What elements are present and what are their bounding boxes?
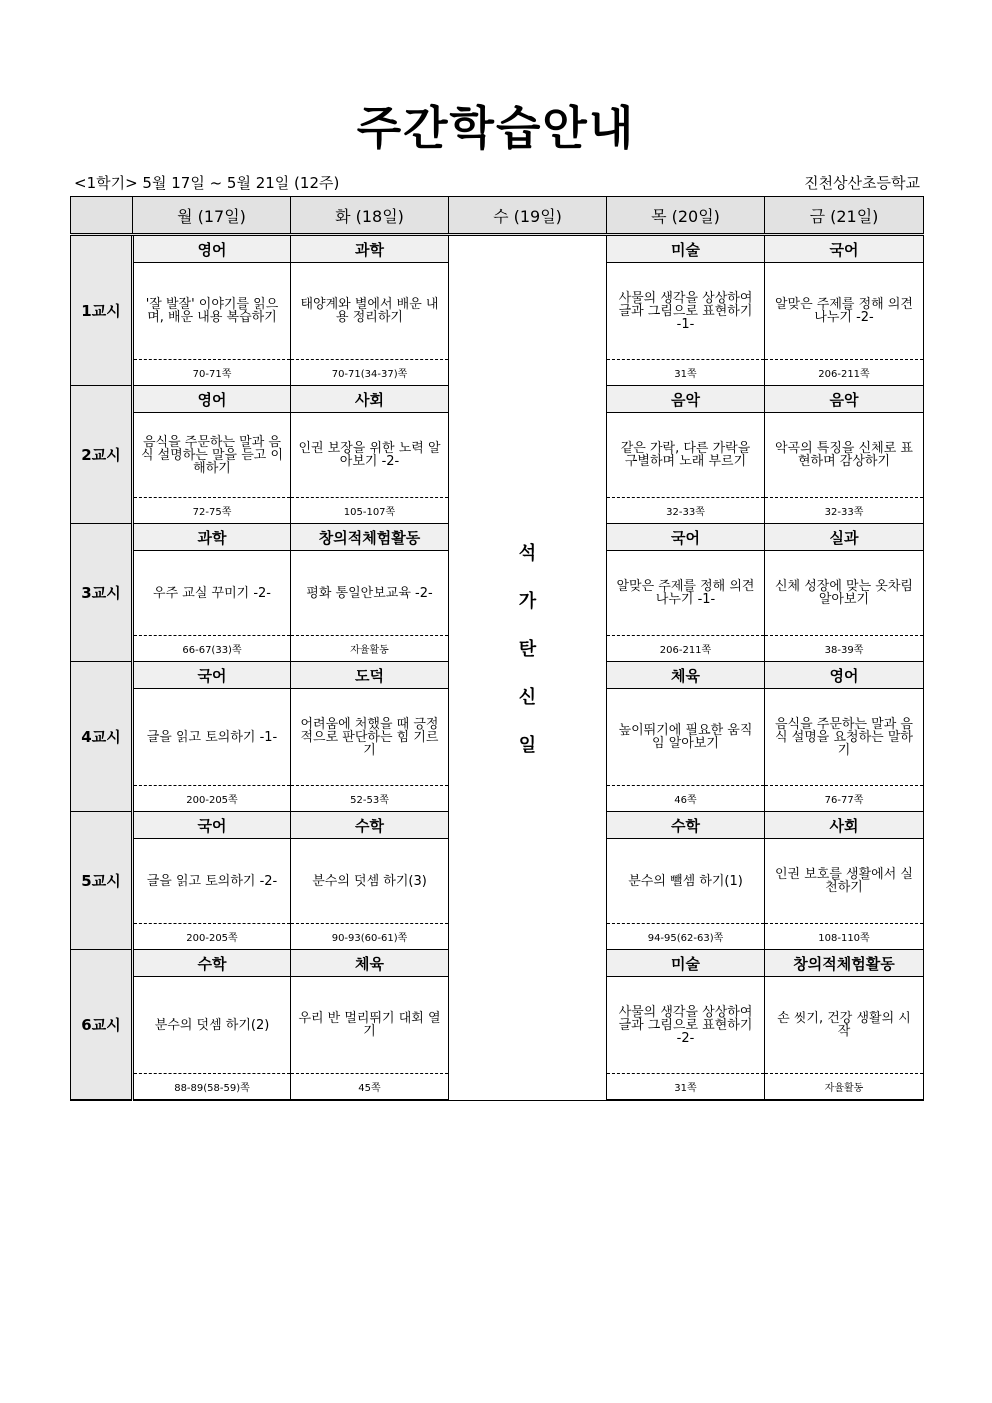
- school-name: 진천상산초등학교: [804, 174, 920, 192]
- textbook-pages-fri: 자율활동: [765, 1074, 924, 1101]
- textbook-pages-tue: 105-107쪽: [291, 498, 449, 524]
- textbook-pages-mon: 66-67(33)쪽: [133, 636, 291, 662]
- subject-mon: 영어: [133, 386, 291, 413]
- textbook-pages-fri: 76-77쪽: [765, 786, 924, 812]
- holiday-char: 신: [518, 686, 537, 708]
- holiday-char: 석: [518, 542, 537, 564]
- period-label: 1교시: [71, 235, 133, 386]
- textbook-pages-tue: 90-93(60-61)쪽: [291, 924, 449, 950]
- textbook-pages-mon: 88-89(58-59)쪽: [133, 1074, 291, 1101]
- day-header-thu: 목 (20일): [607, 197, 765, 235]
- textbook-pages-thu: 31쪽: [607, 1074, 765, 1101]
- period-label: 4교시: [71, 662, 133, 812]
- textbook-pages-fri: 206-211쪽: [765, 360, 924, 386]
- subject-tue: 체육: [291, 950, 449, 977]
- lesson-content-mon: 음식을 주문하는 말과 음식 설명하는 말을 듣고 이해하기: [133, 413, 291, 498]
- subject-thu: 미술: [607, 235, 765, 263]
- textbook-pages-mon: 200-205쪽: [133, 924, 291, 950]
- subject-mon: 수학: [133, 950, 291, 977]
- day-header-fri: 금 (21일): [765, 197, 924, 235]
- textbook-pages-tue: 70-71(34-37)쪽: [291, 360, 449, 386]
- textbook-pages-fri: 108-110쪽: [765, 924, 924, 950]
- lesson-content-fri: 알맞은 주제를 정해 의견 나누기 -2-: [765, 263, 924, 360]
- subject-fri: 창의적체험활동: [765, 950, 924, 977]
- subject-tue: 사회: [291, 386, 449, 413]
- textbook-pages-thu: 206-211쪽: [607, 636, 765, 662]
- weekly-timetable: [70, 196, 924, 1101]
- textbook-pages-thu: 46쪽: [607, 786, 765, 812]
- day-header-mon: 월 (17일): [133, 197, 291, 235]
- lesson-content-mon: 분수의 덧셈 하기(2): [133, 977, 291, 1074]
- lesson-content-mon: 글을 읽고 토의하기 -2-: [133, 839, 291, 924]
- textbook-pages-tue: 52-53쪽: [291, 786, 449, 812]
- lesson-content-fri: 손 씻기, 건강 생활의 시작: [765, 977, 924, 1074]
- subject-fri: 음악: [765, 386, 924, 413]
- subject-mon: 과학: [133, 524, 291, 551]
- holiday-char: 일: [518, 734, 537, 756]
- period-label: 3교시: [71, 524, 133, 662]
- subject-thu: 미술: [607, 950, 765, 977]
- lesson-content-mon: 우주 교실 꾸미기 -2-: [133, 551, 291, 636]
- lesson-content-thu: 알맞은 주제를 정해 의견 나누기 -1-: [607, 551, 765, 636]
- lesson-content-thu: 사물의 생각을 상상하여 글과 그림으로 표현하기 -1-: [607, 263, 765, 360]
- lesson-content-tue: 평화 통일안보교육 -2-: [291, 551, 449, 636]
- lesson-content-thu: 분수의 뺄셈 하기(1): [607, 839, 765, 924]
- page-title: 주간학습안내: [356, 101, 636, 155]
- subject-mon: 국어: [133, 812, 291, 839]
- day-header-wed: 수 (19일): [449, 197, 607, 235]
- day-header-row: [71, 197, 924, 235]
- holiday-cell-wed: [449, 235, 607, 1101]
- lesson-content-fri: 음식을 주문하는 말과 음식 설명을 요청하는 말하기: [765, 689, 924, 786]
- textbook-pages-mon: 200-205쪽: [133, 786, 291, 812]
- period-label: 5교시: [71, 812, 133, 950]
- lesson-content-thu: 같은 가락, 다른 가락을 구별하며 노래 부르기: [607, 413, 765, 498]
- lesson-content-tue: 우리 반 멀리뛰기 대회 열기: [291, 977, 449, 1074]
- lesson-content-tue: 어려움에 처했을 때 긍정적으로 판단하는 힘 기르기: [291, 689, 449, 786]
- subject-tue: 도덕: [291, 662, 449, 689]
- textbook-pages-tue: 45쪽: [291, 1074, 449, 1101]
- subject-thu: 국어: [607, 524, 765, 551]
- subject-thu: 음악: [607, 386, 765, 413]
- lesson-content-fri: 인권 보호를 생활에서 실천하기: [765, 839, 924, 924]
- textbook-pages-thu: 94-95(62-63)쪽: [607, 924, 765, 950]
- textbook-pages-fri: 32-33쪽: [765, 498, 924, 524]
- subject-fri: 영어: [765, 662, 924, 689]
- period-subject-row: [71, 235, 924, 263]
- subject-mon: 영어: [133, 235, 291, 263]
- day-header-tue: 화 (18일): [291, 197, 449, 235]
- subject-fri: 국어: [765, 235, 924, 263]
- lesson-content-mon: '잘 발잘' 이야기를 읽으며, 배운 내용 복습하기: [133, 263, 291, 360]
- subject-tue: 수학: [291, 812, 449, 839]
- subject-tue: 창의적체험활동: [291, 524, 449, 551]
- lesson-content-thu: 높이뛰기에 필요한 움직임 알아보기: [607, 689, 765, 786]
- lesson-content-mon: 글을 읽고 토의하기 -1-: [133, 689, 291, 786]
- subject-fri: 사회: [765, 812, 924, 839]
- subject-fri: 실과: [765, 524, 924, 551]
- lesson-content-fri: 악곡의 특징을 신체로 표현하며 감상하기: [765, 413, 924, 498]
- holiday-label: [449, 539, 606, 757]
- lesson-content-tue: 인권 보장을 위한 노력 알아보기 -2-: [291, 413, 449, 498]
- subject-thu: 체육: [607, 662, 765, 689]
- holiday-char: 가: [518, 590, 537, 612]
- textbook-pages-tue: 자율활동: [291, 636, 449, 662]
- corner-cell: [71, 197, 133, 235]
- period-label: 6교시: [71, 950, 133, 1101]
- subject-tue: 과학: [291, 235, 449, 263]
- period-label: 2교시: [71, 386, 133, 524]
- textbook-pages-mon: 72-75쪽: [133, 498, 291, 524]
- lesson-content-fri: 신체 성장에 맞는 옷차림 알아보기: [765, 551, 924, 636]
- subject-mon: 국어: [133, 662, 291, 689]
- textbook-pages-mon: 70-71쪽: [133, 360, 291, 386]
- subject-thu: 수학: [607, 812, 765, 839]
- lesson-content-tue: 분수의 덧셈 하기(3): [291, 839, 449, 924]
- holiday-char: 탄: [518, 638, 537, 660]
- textbook-pages-thu: 32-33쪽: [607, 498, 765, 524]
- textbook-pages-fri: 38-39쪽: [765, 636, 924, 662]
- lesson-content-tue: 태양계와 별에서 배운 내용 정리하기: [291, 263, 449, 360]
- term-line: <1학기> 5월 17일 ~ 5월 21일 (12주): [74, 174, 340, 192]
- textbook-pages-thu: 31쪽: [607, 360, 765, 386]
- lesson-content-thu: 사물의 생각을 상상하여 글과 그림으로 표현하기 -2-: [607, 977, 765, 1074]
